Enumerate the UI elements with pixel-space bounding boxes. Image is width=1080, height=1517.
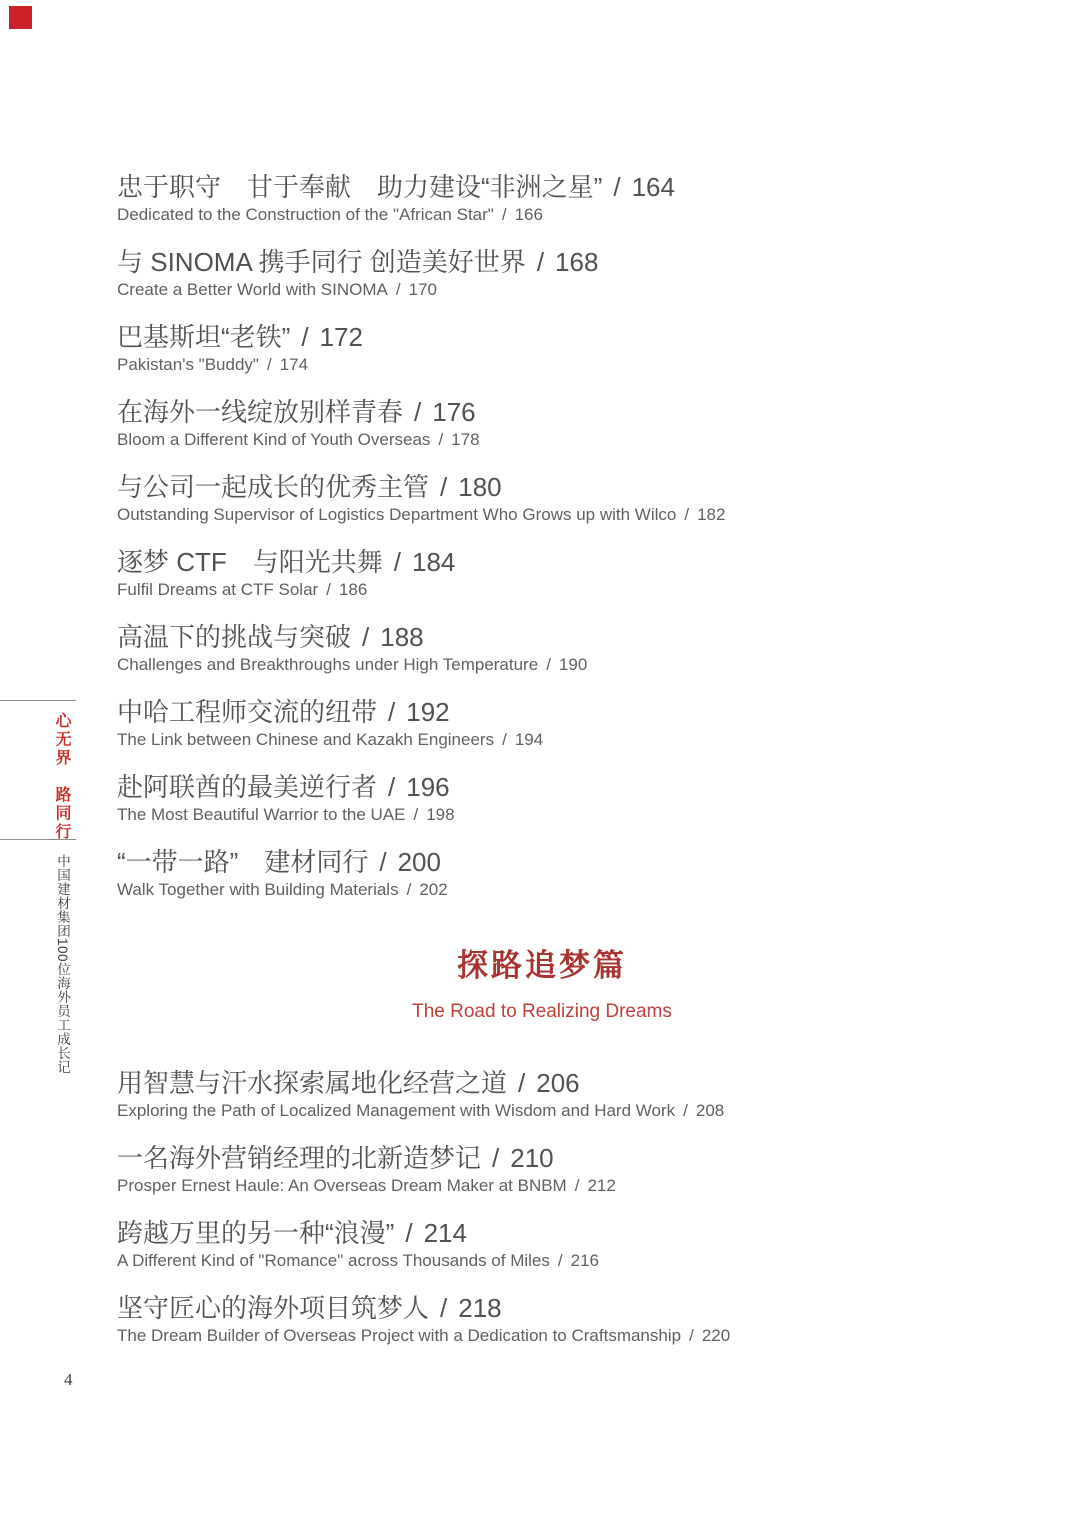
entry-zh-text: 逐梦 CTF 与阳光共舞 bbox=[117, 547, 383, 577]
entry-zh-text: 用智慧与汗水探索属地化经营之道 bbox=[117, 1068, 508, 1098]
entry-en-text: The Link between Chinese and Kazakh Engineers bbox=[117, 730, 495, 749]
entry-en-page: 202 bbox=[419, 880, 448, 899]
entry-title-en bbox=[117, 1323, 967, 1349]
entry-zh-page: 218 bbox=[458, 1293, 502, 1323]
toc-entry bbox=[117, 547, 967, 603]
entry-en-text: Fulfil Dreams at CTF Solar bbox=[117, 580, 319, 599]
entry-en-page: 178 bbox=[451, 430, 480, 449]
entry-zh-text: 巴基斯坦“老铁” bbox=[117, 322, 291, 352]
toc-entry bbox=[117, 772, 967, 828]
toc-entry bbox=[117, 697, 967, 753]
toc-entry bbox=[117, 1293, 967, 1349]
entry-en-text: A Different Kind of "Romance" across Thousands of Miles bbox=[117, 1251, 550, 1270]
entry-zh-page: 192 bbox=[406, 697, 450, 727]
entry-zh-page: 210 bbox=[510, 1143, 554, 1173]
separator-slash: / bbox=[413, 805, 419, 824]
separator-slash: / bbox=[492, 1143, 500, 1173]
entry-title-en bbox=[117, 427, 967, 453]
entry-en-text: Challenges and Breakthroughs under High Temperature bbox=[117, 655, 539, 674]
entry-en-page: 174 bbox=[279, 355, 309, 374]
sidebar-bottom-rule bbox=[0, 839, 76, 840]
separator-slash: / bbox=[405, 1218, 413, 1248]
entry-title-en bbox=[117, 577, 967, 603]
sidebar-series-title-vertical: 中国建材集团100位海外员工成长记 bbox=[55, 854, 70, 1075]
entry-zh-page: 172 bbox=[319, 322, 363, 352]
entry-title-zh bbox=[117, 697, 967, 727]
entry-title-en bbox=[117, 1173, 967, 1199]
entry-en-text: Walk Together with Building Materials bbox=[117, 880, 399, 899]
entry-en-text: Exploring the Path of Localized Management with Wisdom and Hard Work bbox=[117, 1101, 676, 1120]
entry-en-page: 186 bbox=[338, 580, 368, 599]
separator-slash: / bbox=[557, 1251, 563, 1270]
entry-en-text: The Most Beautiful Warrior to the UAE bbox=[117, 805, 406, 824]
toc-entry bbox=[117, 847, 967, 903]
entry-title-en bbox=[117, 352, 967, 378]
separator-slash: / bbox=[502, 730, 507, 749]
separator-slash: / bbox=[266, 355, 272, 374]
entry-en-page: 194 bbox=[514, 730, 544, 749]
entry-en-page: 208 bbox=[695, 1101, 725, 1120]
entry-zh-text: 高温下的挑战与突破 bbox=[117, 622, 352, 652]
sidebar-top-rule bbox=[0, 700, 76, 701]
entry-title-zh bbox=[117, 847, 967, 877]
separator-slash: / bbox=[301, 322, 309, 352]
toc-entry bbox=[117, 397, 967, 453]
entry-zh-text: 与 SINOMA 携手同行 创造美好世界 bbox=[117, 247, 526, 277]
entry-zh-page: 184 bbox=[412, 547, 456, 577]
entry-title-zh bbox=[117, 1068, 967, 1098]
entry-zh-text: 跨越万里的另一种“浪漫” bbox=[117, 1218, 395, 1248]
separator-slash: / bbox=[536, 247, 545, 277]
entry-en-text: Outstanding Supervisor of Logistics Department Who Grows up with Wilco bbox=[117, 505, 677, 524]
separator-slash: / bbox=[388, 697, 396, 727]
entry-en-text: Prosper Ernest Haule: An Overseas Dream Maker at BNBM bbox=[117, 1176, 567, 1195]
separator-slash: / bbox=[440, 1293, 448, 1323]
entry-title-en bbox=[117, 802, 967, 828]
entry-title-zh bbox=[117, 247, 967, 277]
separator-slash: / bbox=[546, 655, 551, 674]
entry-zh-page: 188 bbox=[380, 622, 424, 652]
entry-zh-text: 中哈工程师交流的纽带 bbox=[117, 697, 378, 727]
section-header bbox=[117, 945, 967, 1025]
entry-zh-text: 坚守匠心的海外项目筑梦人 bbox=[117, 1293, 430, 1323]
separator-slash: / bbox=[613, 172, 621, 202]
entry-title-zh bbox=[117, 397, 967, 427]
entry-en-page: 212 bbox=[587, 1176, 616, 1195]
entry-zh-page: 176 bbox=[432, 397, 476, 427]
entry-title-en bbox=[117, 502, 967, 528]
entry-zh-page: 168 bbox=[555, 247, 599, 277]
section-title-en: The Road to Realizing Dreams bbox=[412, 1001, 672, 1022]
entry-zh-text: 赴阿联酋的最美逆行者 bbox=[117, 772, 378, 802]
separator-slash: / bbox=[683, 1101, 688, 1120]
toc-entry bbox=[117, 1143, 967, 1199]
separator-slash: / bbox=[395, 280, 401, 299]
entry-en-page: 182 bbox=[697, 505, 726, 524]
entry-zh-page: 164 bbox=[631, 172, 675, 202]
entry-title-zh bbox=[117, 622, 967, 652]
toc-entry bbox=[117, 1068, 967, 1124]
entry-zh-text: 与公司一起成长的优秀主管 bbox=[117, 472, 430, 502]
toc-entry bbox=[117, 322, 967, 378]
toc-entry bbox=[117, 622, 967, 678]
entry-title-zh bbox=[117, 547, 967, 577]
entry-title-zh bbox=[117, 772, 967, 802]
entry-title-en bbox=[117, 202, 967, 228]
corner-red-square bbox=[9, 6, 32, 29]
entry-title-zh bbox=[117, 1293, 967, 1323]
entry-zh-page: 180 bbox=[458, 472, 502, 502]
entry-en-text: The Dream Builder of Overseas Project with a Dedication to Craftsmanship bbox=[117, 1326, 682, 1345]
entry-title-zh bbox=[117, 472, 967, 502]
entry-en-page: 216 bbox=[570, 1251, 599, 1270]
toc-entry bbox=[117, 472, 967, 528]
entry-title-en bbox=[117, 277, 967, 303]
entry-title-zh bbox=[117, 1218, 967, 1248]
entry-zh-text: 忠于职守 甘于奉献 助力建设“非洲之星” bbox=[117, 172, 603, 202]
entry-zh-text: 在海外一线绽放别样青春 bbox=[117, 397, 404, 427]
entry-zh-text: “一带一路” 建材同行 bbox=[117, 847, 369, 877]
entry-zh-page: 196 bbox=[406, 772, 450, 802]
entry-en-text: Dedicated to the Construction of the "African Star" bbox=[117, 205, 494, 224]
separator-slash: / bbox=[518, 1068, 526, 1098]
entry-zh-page: 214 bbox=[423, 1218, 467, 1248]
entry-title-en bbox=[117, 1098, 967, 1124]
separator-slash: / bbox=[388, 772, 396, 802]
entry-title-en bbox=[117, 1248, 967, 1274]
separator-slash: / bbox=[414, 397, 422, 427]
entry-title-zh bbox=[117, 172, 967, 202]
toc-entry bbox=[117, 1218, 967, 1274]
separator-slash: / bbox=[326, 580, 331, 599]
separator-slash: / bbox=[393, 547, 401, 577]
separator-slash: / bbox=[689, 1326, 694, 1345]
toc-content bbox=[117, 172, 967, 1368]
sidebar-motto-vertical: 心无界 路同行 bbox=[53, 712, 70, 842]
entry-en-page: 190 bbox=[558, 655, 588, 674]
entry-en-text: Create a Better World with SINOMA bbox=[117, 280, 388, 299]
entry-zh-text: 一名海外营销经理的北新造梦记 bbox=[117, 1143, 482, 1173]
separator-slash: / bbox=[440, 472, 448, 502]
entry-title-zh bbox=[117, 1143, 967, 1173]
entry-title-en bbox=[117, 877, 967, 903]
separator-slash: / bbox=[406, 880, 412, 899]
separator-slash: / bbox=[362, 622, 370, 652]
entry-title-zh bbox=[117, 322, 967, 352]
separator-slash: / bbox=[574, 1176, 580, 1195]
separator-slash: / bbox=[438, 430, 444, 449]
separator-slash: / bbox=[501, 205, 507, 224]
entry-title-en bbox=[117, 727, 967, 753]
entry-zh-page: 206 bbox=[536, 1068, 580, 1098]
entry-title-en bbox=[117, 652, 967, 678]
entry-en-page: 170 bbox=[408, 280, 437, 299]
toc-entry bbox=[117, 172, 967, 228]
entry-en-page: 198 bbox=[426, 805, 455, 824]
toc-entry bbox=[117, 247, 967, 303]
entry-en-page: 166 bbox=[514, 205, 543, 224]
section-title-zh: 探路追梦篇 bbox=[457, 948, 627, 983]
separator-slash: / bbox=[379, 847, 387, 877]
page-number: 4 bbox=[64, 1370, 73, 1389]
entry-zh-page: 200 bbox=[397, 847, 441, 877]
entry-en-page: 220 bbox=[701, 1326, 731, 1345]
entry-en-text: Pakistan's "Buddy" bbox=[117, 355, 259, 374]
entry-en-text: Bloom a Different Kind of Youth Overseas bbox=[117, 430, 431, 449]
separator-slash: / bbox=[684, 505, 690, 524]
